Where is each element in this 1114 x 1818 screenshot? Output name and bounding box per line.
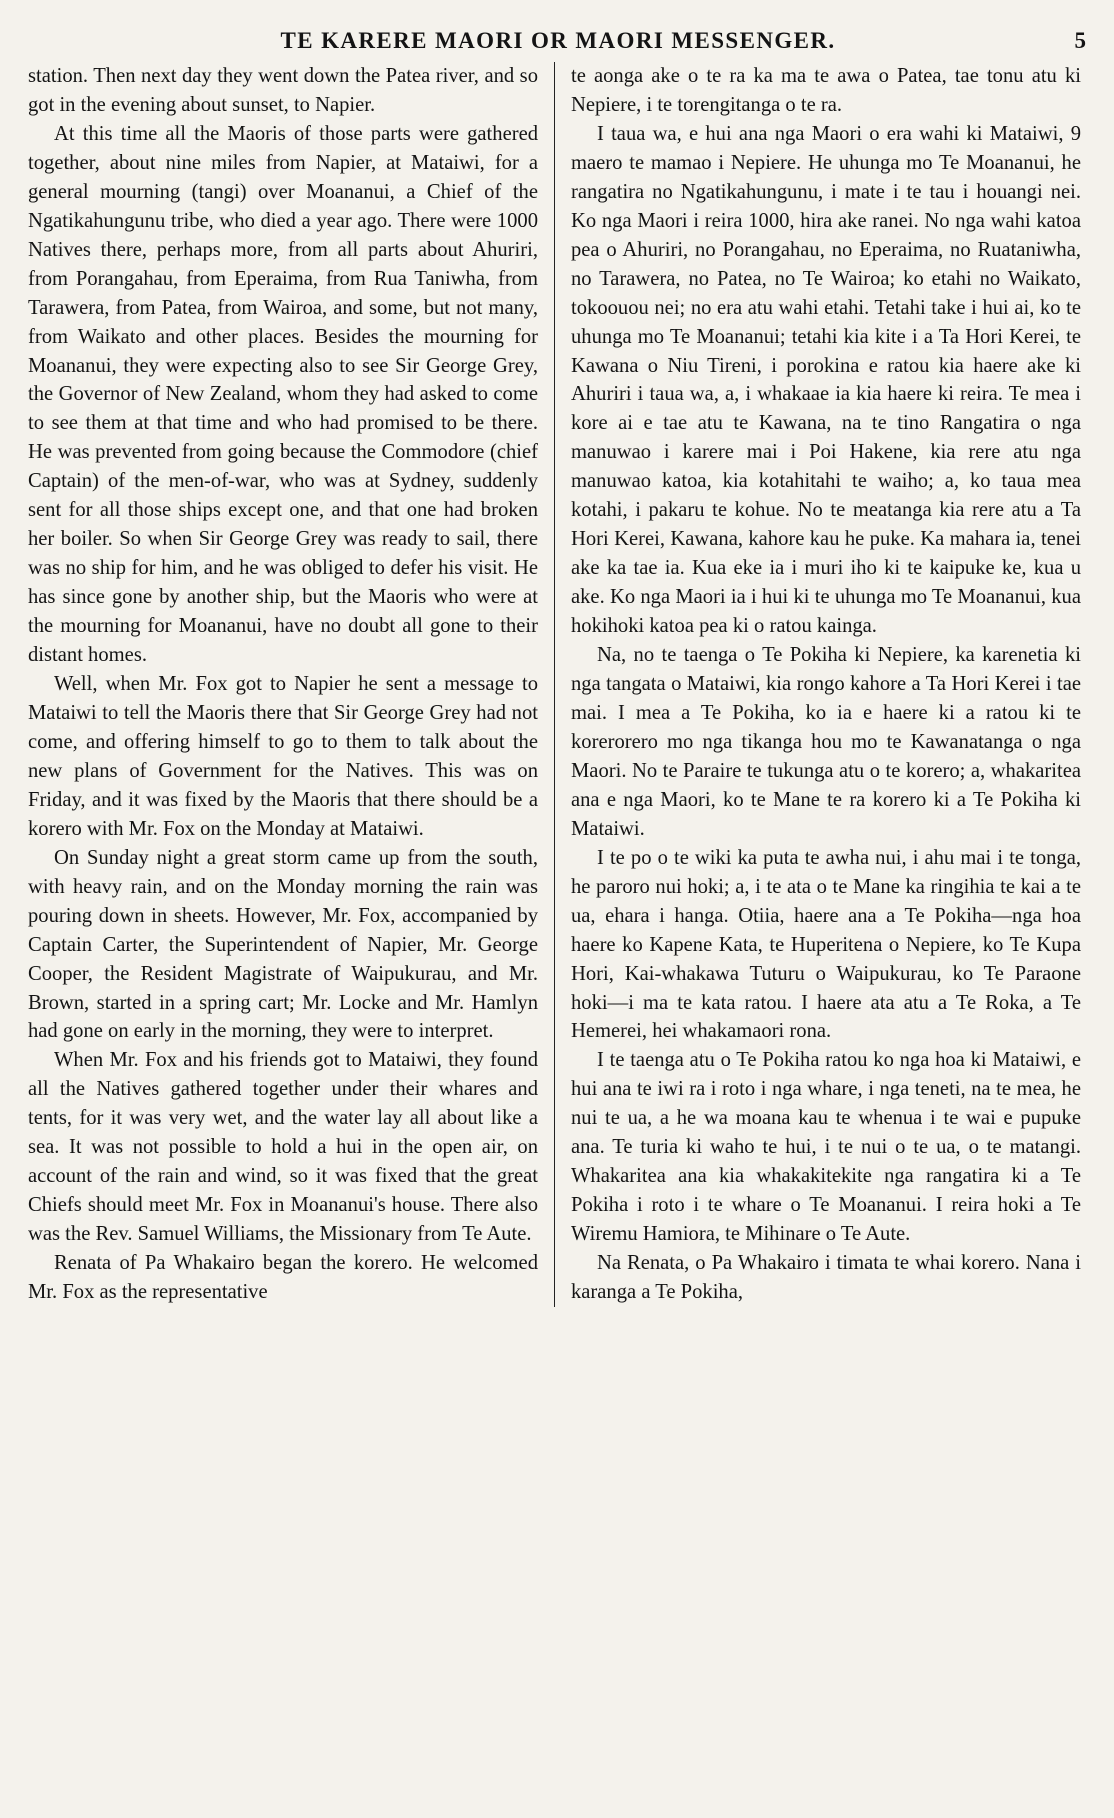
english-column <box>28 62 550 1307</box>
maori-paragraph: I taua wa, e hui ana nga Maori o era wahi ki Mataiwi, 9 maero te mamao i Nepiere. He uhunga mo Te Moananui, he rangatira no Ngatikahungunu, i mate i te tau i houangi nei. Ko nga Maori i reira 1000, hira ake ranei. No nga wahi katoa pea o Ahuriri, no Porangahau, no Eperaima, no Ruataniwha, no Tarawera, no Patea, no Te Wairoa; ko etahi no Waikato, tokoouou nei; no era atu wahi etahi. Tetahi take i hui ai, ko te uhunga mo Te Moananui; tetahi kia kite i a Ta Hori Kerei, te Kawana o Niu Tireni, i porokina e ratou kia haere ake ki Ahuriri i taua wa, a, i whakaae ia kia haere ki reira. Te mea i kore ai e tae atu te Kawana, na te tino Rangatira o nga manuwao i karere mai i Poi Hakene, kia rere atu nga manuwao katoa, kia kotahitahi te waiho; a, ko taua mea kotahi, i pakaru te kohue. No te meatanga kia rere atu a Ta Hori Kerei, Kawana, kahore kau he puke. Ka mahara ia, tenei ake ka tae ia. Kua eke ia i muri iho ki te kaipuke ke, kua u ake. Ko nga Maori ia i hui ki te uhunga mo Te Moananui, kua hokihoki katoa pea ki o ratou kainga. <box>571 122 1081 638</box>
article-columns <box>28 62 1088 1307</box>
english-paragraph: When Mr. Fox and his friends got to Mataiwi, they found all the Natives gathered together under their whares and tents, for it was very wet, and the water lay all about like a sea. It was not possible to hold a hui in the open air, on account of the rain and wind, so it was fixed that the great Chiefs should meet Mr. Fox in Moananui's house. There also was the Rev. Samuel Williams, the Missionary from Te Aute. <box>28 1049 538 1246</box>
page-header <box>28 22 1088 62</box>
english-paragraph: On Sunday night a great storm came up from the south, with heavy rain, and on the Monday morning the rain was pouring down in sheets. However, Mr. Fox, accompanied by Captain Carter, the Superintendent of Napier, Mr. George Cooper, the Resident Magistrate of Waipukurau, and Mr. Brown, started in a spring cart; Mr. Locke and Mr. Hamlyn had gone on early in the morning, they were to interpret. <box>28 846 538 1043</box>
column-divider <box>554 62 555 1307</box>
maori-paragraph: Na, no te taenga o Te Pokiha ki Nepiere, ka karenetia ki nga tangata o Mataiwi, kia rongo kahore a Ta Hori Kerei i tae mai. I mea a Te Pokiha, ko ia e haere ki a ratou ki te korerorero mo nga tikanga hou mo te Kawanatanga o nga Maori. No te Paraire te tukunga atu o te korero; a, whakaritea ana e nga Maori, ko te Mane te ra korero ki a Te Pokiha ki Mataiwi. <box>571 644 1081 840</box>
maori-paragraph: Na Renata, o Pa Whakairo i timata te whai korero. Nana i karanga a Te Pokiha, <box>571 1252 1081 1304</box>
maori-paragraph: te aonga ake o te ra ka ma te awa o Patea, tae tonu atu ki Nepiere, i te torengitanga o te ra. <box>571 65 1081 116</box>
maori-paragraph: I te po o te wiki ka puta te awha nui, i ahu mai i te tonga, he paroro nui hoki; a, i te ata o te Mane ka ringihia te kai a te ua, ehara i hanga. Otiia, haere ana a Te Pokiha—nga hoa haere ko Kapene Kata, te Huperitena o Nepiere, ko Te Kupa Hori, Kai-whakawa Tuturu o Waipukurau, ko Te Paraone hoki—i ma te kata ratou. I haere ata atu a Te Roka, a Te Hemerei, hei whakamaori rona. <box>571 846 1081 1043</box>
english-paragraph: At this time all the Maoris of those parts were gathered together, about nine miles from Napier, at Mataiwi, for a general mourning (tangi) over Moananui, a Chief of the Ngatikahungunu tribe, who died a year ago. There were 1000 Natives there, perhaps more, from all parts about Ahuriri, from Porangahau, from Eperaima, from Rua Taniwha, from Tarawera, from Patea, from Wairoa, and some, but not many, from Waikato and other places. Besides the mourning for Moananui, they were expecting also to see Sir George Grey, the Governor of New Zealand, whom they had asked to come to see them at that time and who had promised to be there. He was prevented from going because the Commodore (chief Captain) of the men-of-war, who was at Sydney, suddenly sent for all those ships except one, and that one had broken her boiler. So when Sir George Grey was ready to sail, there was no ship for him, and he was obliged to defer his visit. He has since gone by another ship, but the Maoris who were at the mourning for Moananui, have no doubt all gone to their distant homes. <box>28 122 538 667</box>
masthead-title: TE KARERE MAORI OR MAORI MESSENGER. <box>280 28 836 53</box>
maori-column <box>559 62 1081 1307</box>
english-paragraph: station. Then next day they went down the Patea river, and so got in the evening about sunset, to Napier. <box>28 65 538 116</box>
english-paragraph: Well, when Mr. Fox got to Napier he sent a message to Mataiwi to tell the Maoris there that Sir George Grey had not come, and offering himself to go to them to talk about the new plans of Government for the Natives. This was on Friday, and it was fixed by the Maoris that there should be a korero with Mr. Fox on the Monday at Mataiwi. <box>28 673 538 840</box>
maori-paragraph: I te taenga atu o Te Pokiha ratou ko nga hoa ki Mataiwi, e hui ana te iwi ra i roto i nga whare, i nga teneti, na te mea, he nui te ua, a he wa moana kau te whenua i te wai e pupuke ana. Te turia ki waho te hui, i te nui o te ua, o te matangi. Whakaritea ana kia whakakitekite nga rangatira ki a Te Pokiha i roto i te whare o Te Moananui. I reira hoki a Te Wiremu Hamiora, te Mihinare o Te Aute. <box>571 1049 1081 1246</box>
english-paragraph: Renata of Pa Whakairo began the korero. He welcomed Mr. Fox as the representative <box>28 1252 538 1304</box>
page-number: 5 <box>1074 28 1086 53</box>
